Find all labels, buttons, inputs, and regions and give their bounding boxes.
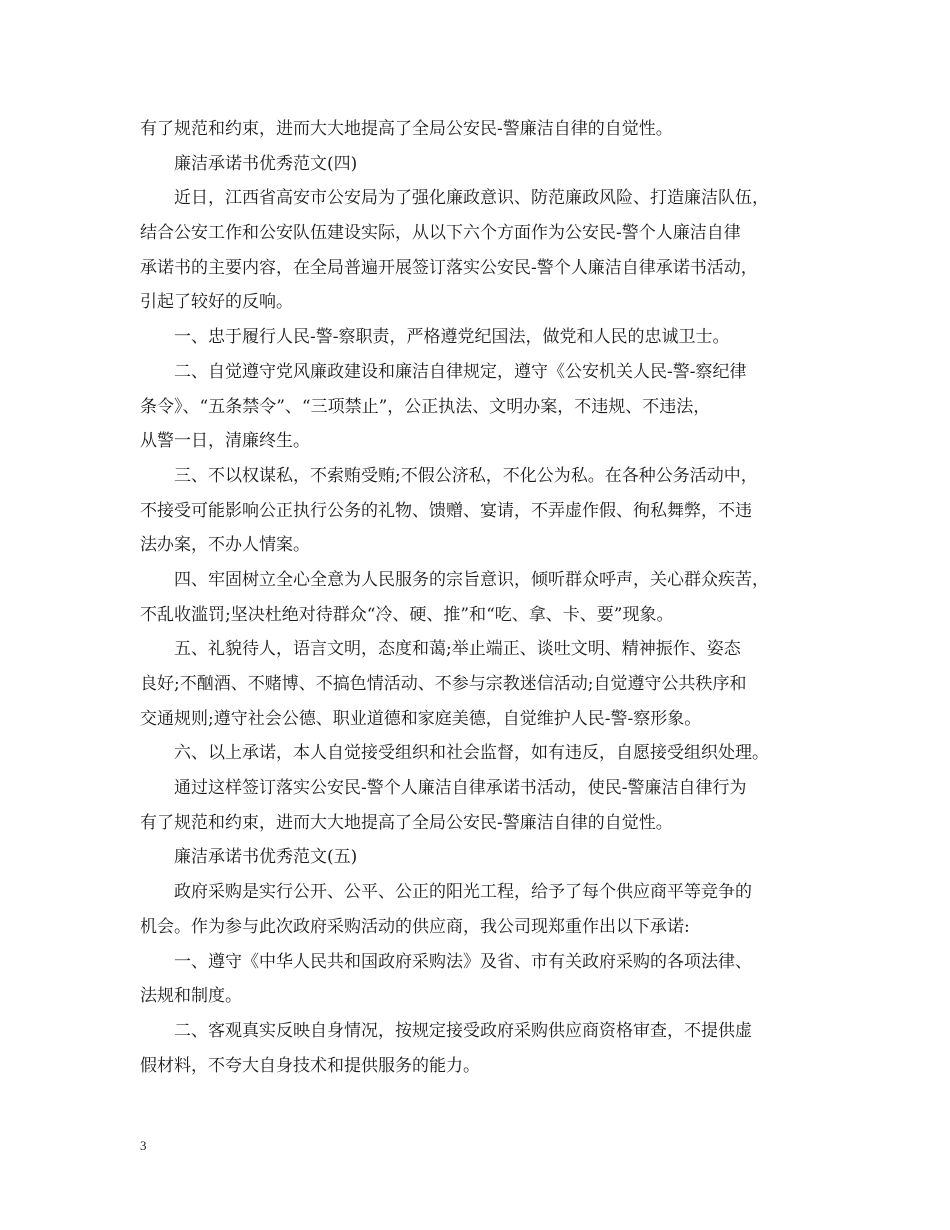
document-body xyxy=(140,112,830,1083)
text-line: 引起了较好的反响。 xyxy=(140,292,293,313)
text-line: 结合公安工作和公安队伍建设实际，从以下六个方面作为公安民-警个人廉洁自律 xyxy=(140,223,741,244)
text-line: 交通规则;遵守社会公德、职业道德和家庭美德，自觉维护人民-警-察形象。 xyxy=(140,708,702,729)
text-line: 承诺书的主要内容，在全局普遍开展签订落实公安民-警个人廉洁自律承诺书活动， xyxy=(140,257,758,278)
text-line: 有了规范和约束，进而大大地提高了全局公安民-警廉洁自律的自觉性。 xyxy=(140,812,673,833)
text-line: 良好;不酗酒、不赌博、不搞色情活动、不参与宗教迷信活动;自觉遵守公共秩序和 xyxy=(140,674,747,694)
text-line: 法规和制度。 xyxy=(140,986,242,1007)
text-line: 五、礼貌待人，语言文明，态度和蔼;举止端正、谈吐文明、精神振作、姿态 xyxy=(174,639,741,660)
text-line: 条令》、“五条禁令”、“三项禁止”，公正执法、文明办案，不违规、不违法， xyxy=(140,396,711,417)
text-line: 一、遵守《中华人民共和国政府采购法》及省、市有关政府采购的各项法律、 xyxy=(174,951,752,972)
text-line: 通过这样签订落实公安民-警个人廉洁自律承诺书活动，使民-警廉洁自律行为 xyxy=(174,778,747,799)
text-line: 二、自觉遵守党风廉政建设和廉洁自律规定，遵守《公安机关人民-警-察纪律 xyxy=(174,361,747,382)
text-line: 政府采购是实行公开、公平、公正的阳光工程，给予了每个供应商平等竞争的 xyxy=(174,882,752,903)
text-line: 一、忠于履行人民-警-察职责，严格遵党纪国法，做党和人民的忠诚卫士。 xyxy=(174,327,730,348)
text-line: 四、牢固树立全心全意为人民服务的宗旨意识，倾听群众呼声，关心群众疾苦， xyxy=(174,569,769,590)
text-line: 机会。作为参与此次政府采购活动的供应商，我公司现郑重作出以下承诺: xyxy=(140,916,690,937)
text-line: 三、不以权谋私，不索贿受贿;不假公济私，不化公为私。在各种公务活动中， xyxy=(174,465,758,486)
text-line: 六、以上承诺，本人自觉接受组织和社会监督，如有违反，自愿接受组织处理。 xyxy=(174,743,769,764)
text-line: 二、客观真实反映自身情况，按规定接受政府采购供应商资格审查，不提供虚 xyxy=(174,1020,752,1041)
text-line: 不接受可能影响公正执行公务的礼物、馈赠、宴请，不弄虚作假、徇私舞弊，不违 xyxy=(140,500,752,521)
text-line: 从警一日，清廉终生。 xyxy=(140,431,310,452)
text-line: 假材料，不夸大自身技术和提供服务的能力。 xyxy=(140,1055,480,1076)
text-line: 法办案，不办人情案。 xyxy=(140,535,310,556)
text-line: 廉洁承诺书优秀范文(四) xyxy=(174,153,358,174)
text-line: 廉洁承诺书优秀范文(五) xyxy=(174,847,358,868)
text-line: 近日，江西省高安市公安局为了强化廉政意识、防范廉政风险、打造廉洁队伍， xyxy=(174,188,769,209)
text-line: 不乱收滥罚;坚决杜绝对待群众“冷、硬、推”和“吃、拿、卡、要”现象。 xyxy=(140,604,674,625)
text-line: 有了规范和约束，进而大大地提高了全局公安民-警廉洁自律的自觉性。 xyxy=(140,119,673,139)
page-number: 3 xyxy=(140,1138,147,1153)
